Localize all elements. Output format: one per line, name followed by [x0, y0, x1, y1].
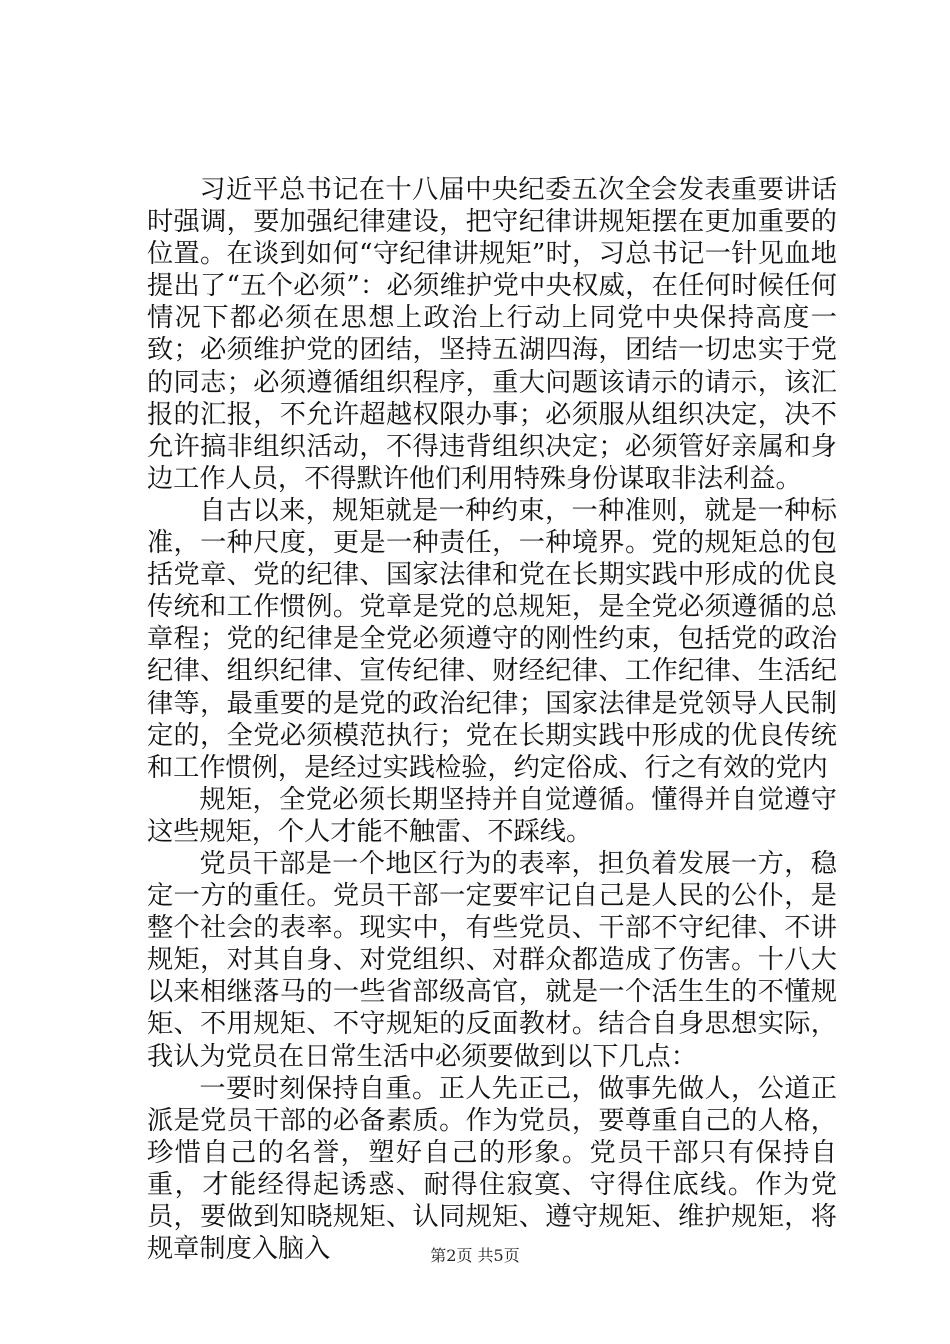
paragraph-2: 自古以来，规矩就是一种约束，一种准则，就是一种标准，一种尺度，更是一种责任，一种境界。党的规矩总的包括党章、党的纪律、国家法律和党在长期实践中形成的优良传统和工作惯例。党章是党的总规矩，是全党必须遵循的总章程；党的纪律是全党必须遵守的刚性约束，包括党的政治纪律、组织纪律、宣传纪律、财经纪律、工作纪律、生活纪律等，最重要的是党的政治纪律；国家法律是党领导人民制定的，全党必须模范执行；党在长期实践中形成的优良传统和工作惯例，是经过实践检验，约定俗成、行之有效的党内 — [147, 495, 837, 783]
page-footer: 第2页 共5页 — [430, 1246, 520, 1265]
paragraph-1: 习近平总书记在十八届中央纪委五次全会发表重要讲话时强调，要加强纪律建设，把守纪律讲规矩摆在更加重要的位置。在谈到如何“守纪律讲规矩”时，习总书记一针见血地提出了“五个必须”：必须维护党中央权威，在任何时候任何情况下都必须在思想上政治上行动上同党中央保持高度一致；必须维护党的团结，坚持五湖四海，团结一切忠实于党的同志；必须遵循组织程序，重大问题该请示的请示，该汇报的汇报，不允许超越权限办事；必须服从组织决定，决不允许搞非组织活动，不得违背组织决定；必须管好亲属和身边工作人员，不得默许他们利用特殊身份谋取非法利益。 — [147, 175, 837, 494]
paragraph-5: 一要时刻保持自重。正人先正己，做事先做人，公道正派是党员干部的必备素质。作为党员，要尊重自己的人格，珍惜自己的名誉，塑好自己的形象。党员干部只有保持自重，才能经得起诱惑、耐得住寂寞、守得住底线。作为党员，要做到知晓规矩、认同规矩、遵守规矩、维护规矩，将规章制度入脑入 — [147, 1073, 837, 1265]
document-body — [147, 174, 837, 1265]
paragraph-3: 规矩，全党必须长期坚持并自觉遵循。懂得并自觉遵守这些规矩，个人才能不触雷、不踩线。 — [147, 784, 837, 847]
paragraph-4: 党员干部是一个地区行为的表率，担负着发展一方，稳定一方的重任。党员干部一定要牢记自己是人民的公仆，是整个社会的表率。现实中，有些党员、干部不守纪律、不讲规矩，对其自身、对党组织、对群众都造成了伤害。十八大以来相继落马的一些省部级高官，就是一个活生生的不懂规矩、不用规矩、不守规矩的反面教材。结合自身思想实际，我认为党员在日常生活中必须要做到以下几点： — [147, 848, 837, 1072]
